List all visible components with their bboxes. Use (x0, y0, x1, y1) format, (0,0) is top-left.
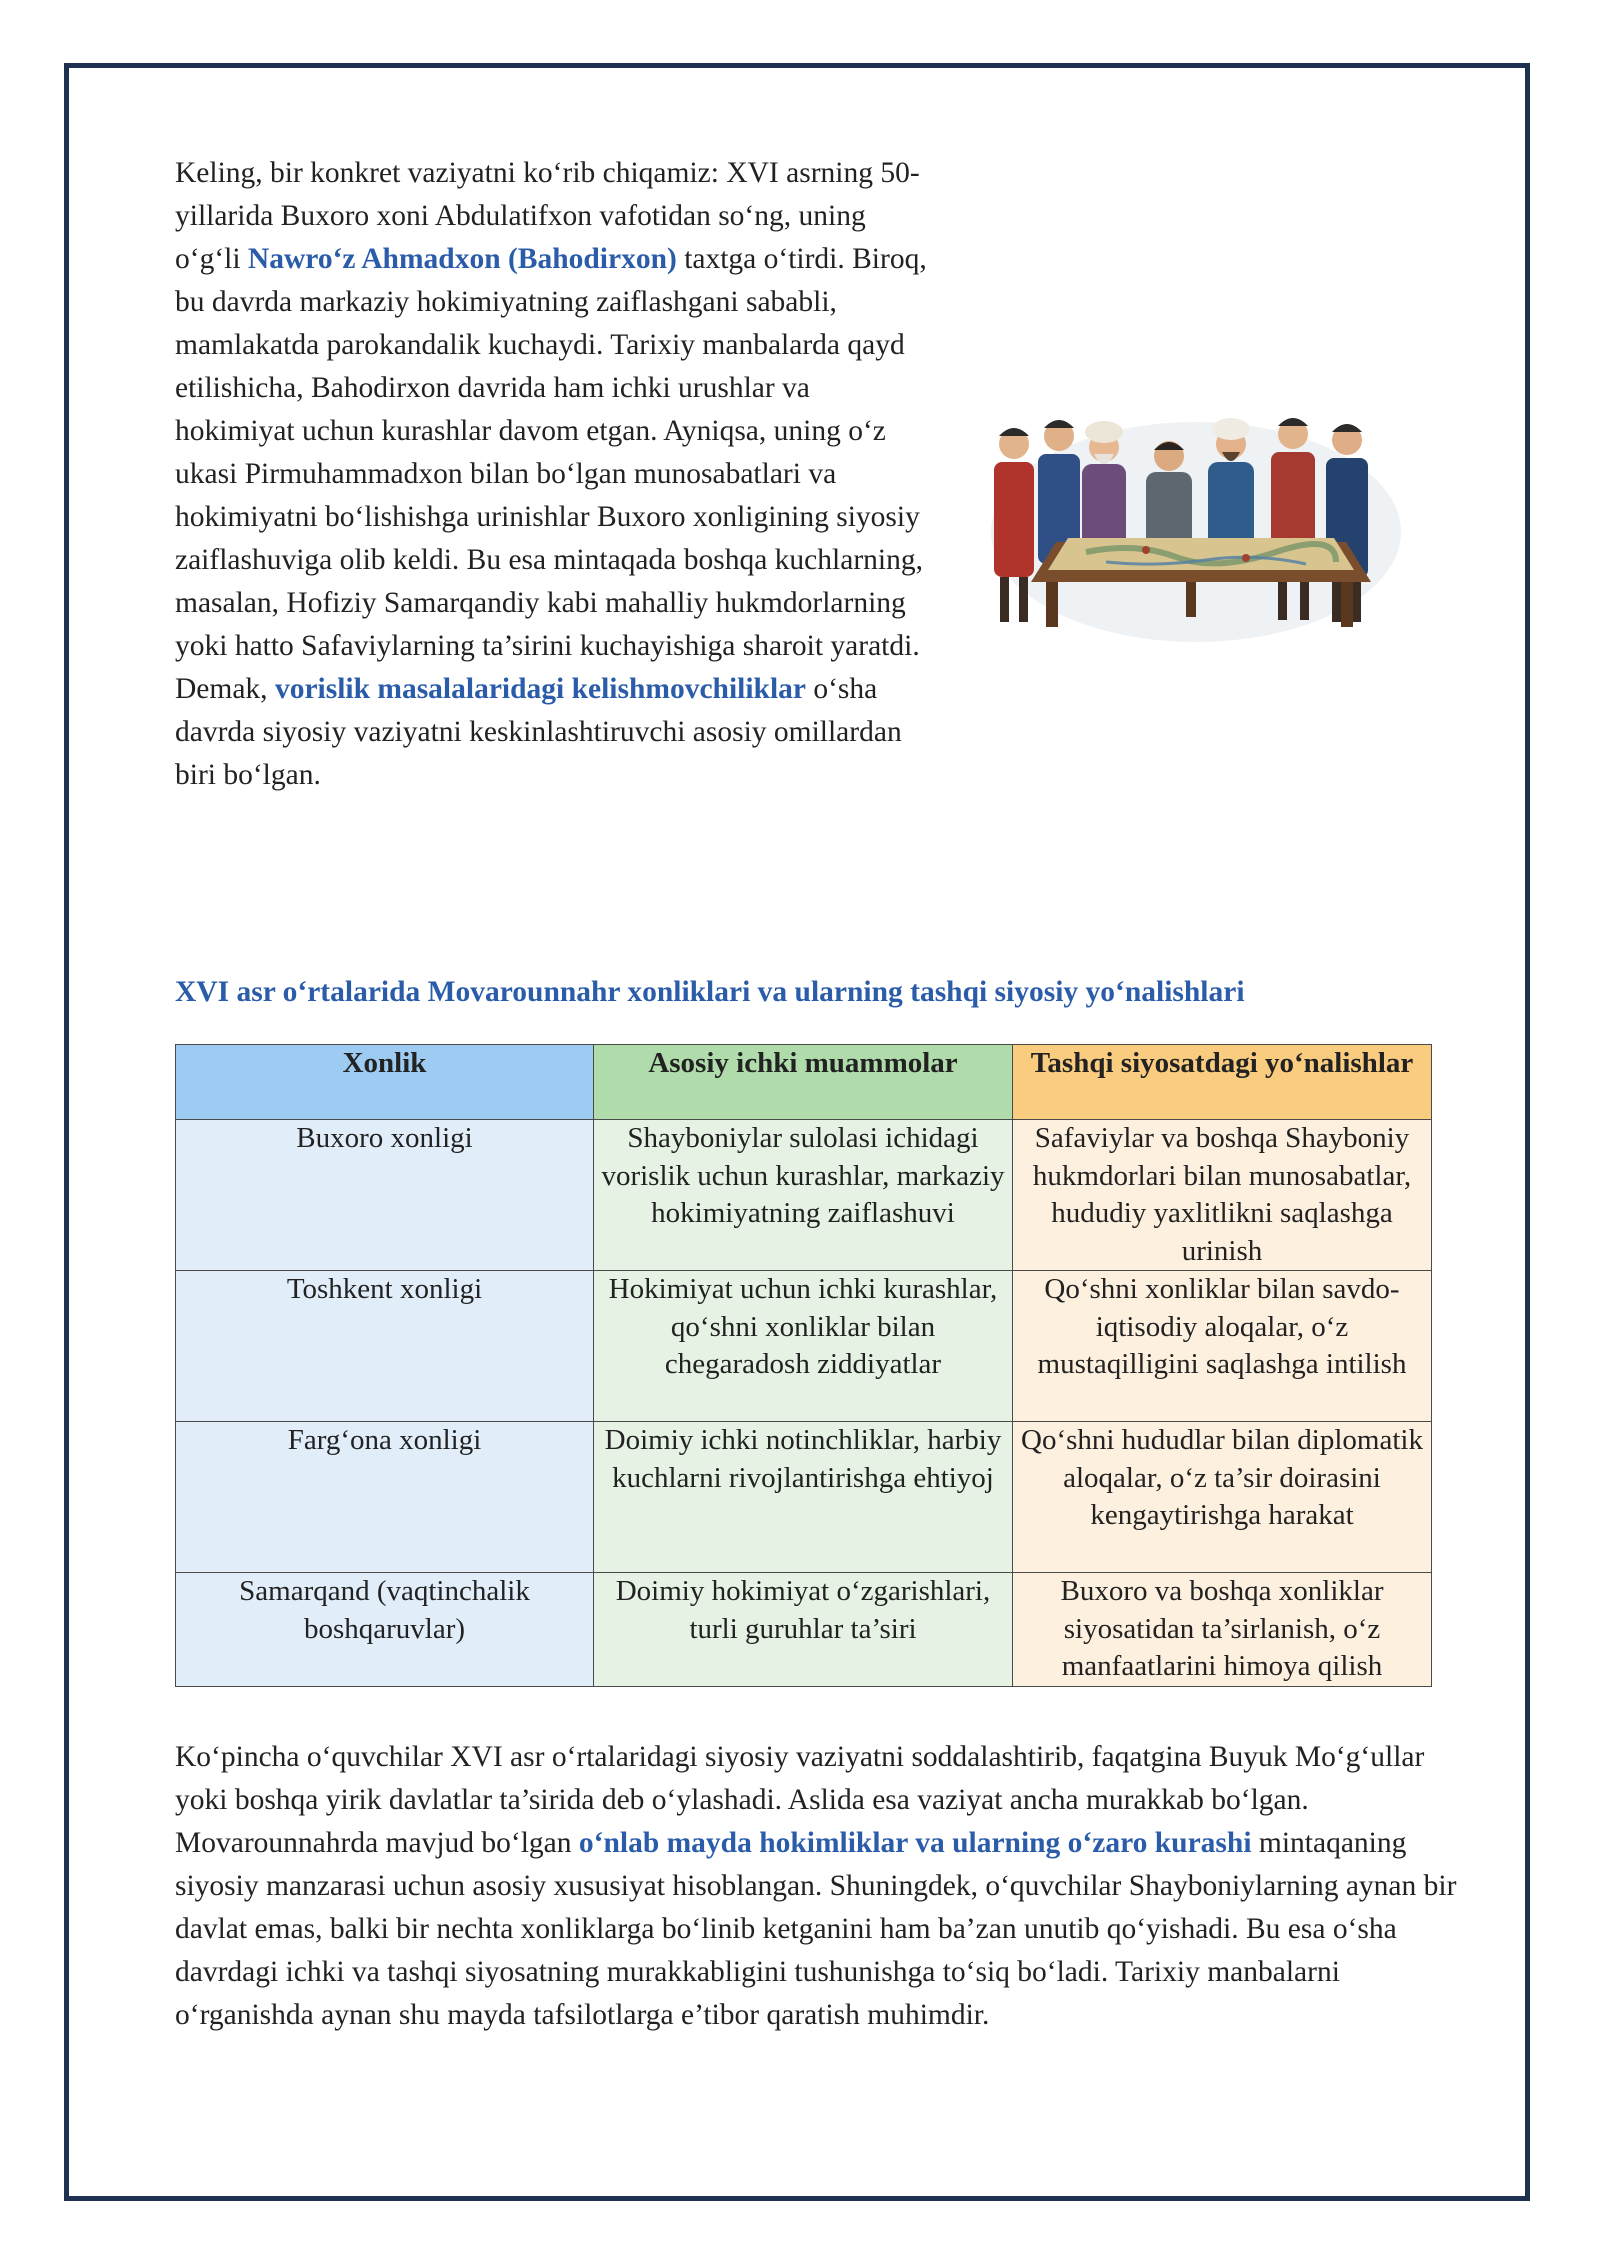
header-internal-problems: Asosiy ichki muammolar (594, 1045, 1013, 1120)
intro-highlight-1: Nawro‘z Ahmadxon (Bahodirxon) (247, 243, 677, 275)
intro-text-3: o‘sha davrda siyosiy vaziyatni keskinlashtiruvchi asosiy omillardan biri bo‘lgan. (175, 673, 902, 791)
cell-foreign: Safaviylar va boshqa Shayboniy hukmdorlari bilan munosabatlar, hududiy yaxlitlikni saqlashga urinish (1013, 1120, 1432, 1271)
khanates-table (175, 1044, 1432, 1687)
cell-foreign: Buxoro va boshqa xonliklar siyosatidan ta’sirlanish, o‘z manfaatlarini himoya qilish (1013, 1573, 1432, 1687)
cell-internal: Shayboniylar sulolasi ichidagi vorislik uchun kurashlar, markaziy hokimiyatning zaiflashuvi (594, 1120, 1013, 1271)
cell-foreign: Qo‘shni xonliklar bilan savdo-iqtisodiy aloqalar, o‘z mustaqilligini saqlashga intilish (1013, 1271, 1432, 1422)
cell-internal: Doimiy ichki notinchliklar, harbiy kuchlarni rivojlantirishga ehtiyoj (594, 1422, 1013, 1573)
cell-internal: Hokimiyat uchun ichki kurashlar, qo‘shni xonliklar bilan chegaradosh ziddiyatlar (594, 1271, 1013, 1422)
cell-foreign: Qo‘shni hududlar bilan diplomatik aloqalar, o‘z ta’sir doirasini kengaytirishga harakat (1013, 1422, 1432, 1573)
cell-internal: Doimiy hokimiyat o‘zgarishlari, turli guruhlar ta’siri (594, 1573, 1013, 1687)
outro-highlight: o‘nlab mayda hokimliklar va ularning o‘zaro kurashi (578, 1827, 1252, 1859)
cell-khanate: Buxoro xonligi (176, 1120, 594, 1271)
outro-paragraph (175, 1736, 1465, 2037)
table-row (176, 1271, 1432, 1422)
table-title: XVI asr o‘rtalarida Movarounnahr xonliklari va ularning tashqi siyosiy yo‘nalishlari (175, 976, 1245, 1008)
table-row (176, 1422, 1432, 1573)
header-xonlik: Xonlik (176, 1045, 594, 1120)
intro-highlight-2: vorislik masalalaridagi kelishmovchiliklar (274, 673, 806, 705)
outro-text-1: Ko‘pincha o‘quvchilar XVI asr o‘rtalaridagi siyosiy vaziyatni soddalashtirib, faqatgina Buyuk Mo‘g‘ullar yoki boshqa yirik davlatlar ta’sirida deb o‘ylashadi. Aslida esa vaziyat ancha murakkab bo‘lgan. Movarounnahrda mavjud bo‘lgan (175, 1741, 1425, 1859)
cell-khanate: Toshkent xonligi (176, 1271, 594, 1422)
illustration-icon (986, 392, 1406, 642)
cell-khanate: Farg‘ona xonligi (176, 1422, 594, 1573)
table-header-row (176, 1045, 1432, 1120)
header-foreign-policy: Tashqi siyosatdagi yo‘nalishlar (1013, 1045, 1432, 1120)
outro-text-2: mintaqaning siyosiy manzarasi uchun asosiy xususiyat hisoblangan. Shuningdek, o‘quvchilar Shayboniylarning aynan bir davlat emas, balki bir nechta xonliklarga bo‘linib ketganini ham ba’zan unutib qo‘yishadi. Bu esa o‘sha davrdagi ichki va tashqi siyosatning murakkabligini tushunishga to‘siq bo‘ladi. Tarixiy manbalarni o‘rganishda aynan shu mayda tafsilotlarga e’tibor qaratish muhimdir. (175, 1827, 1457, 2031)
intro-paragraph (175, 152, 935, 797)
cell-khanate: Samarqand (vaqtinchalik boshqaruvlar) (176, 1573, 594, 1687)
table-row (176, 1573, 1432, 1687)
intro-text-2: taxtga o‘tirdi. Biroq, bu davrda markaziy hokimiyatning zaiflashgani sababli, mamlakatda parokandalik kuchaydi. Tarixiy manbalarda qayd etilishicha, Bahodirxon davrida ham ichki urushlar va hokimiyat uchun kurashlar davom etgan. Ayniqsa, uning o‘z ukasi Pirmuhammadxon bilan bo‘lgan munosabatlari va hokimiyatni bo‘lishishga urinishlar Buxoro xonligining siyosiy zaiflashuviga olib keldi. Bu esa mintaqada boshqa kuchlarning, masalan, Hofiziy Samarqandiy kabi mahalliy hukmdorlarning yoki hatto Safaviylarning ta’sirini kuchayishiga sharoit yaratdi. Demak, (175, 243, 927, 705)
table-row (176, 1120, 1432, 1271)
intro-text-1: Keling, bir konkret vaziyatni ko‘rib chiqamiz: XVI asrning 50-yillarida Buxoro xoni Abdulatifxon vafotidan so‘ng, uning o‘g‘li (175, 157, 920, 275)
